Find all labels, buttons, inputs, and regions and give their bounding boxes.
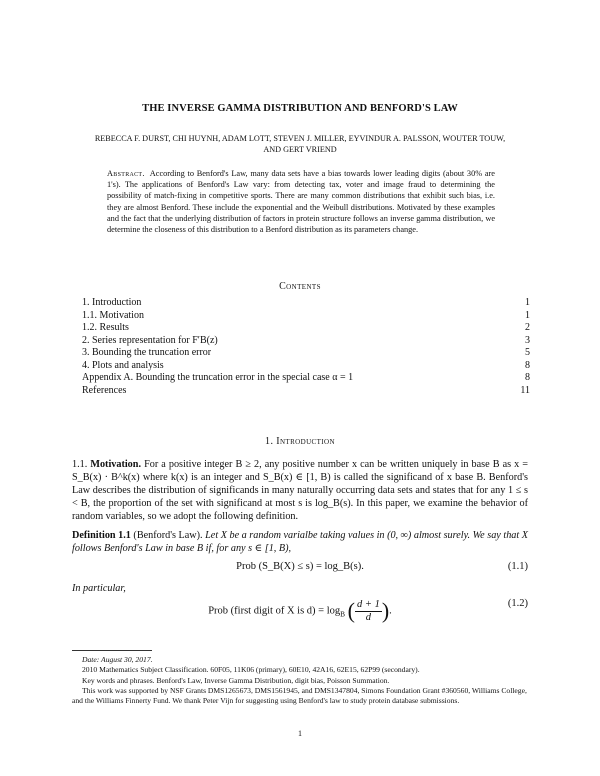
motivation-text: For a positive integer B ≥ 2, any positive number x can be written uniquely in base B as x = S_B(x) · B^k(x) where k(x) is an integer and S_B(x) ∈ [1, B) is called the significand of x base B. Benford's Law describes the distribution of significands in many naturally occurring data sets and states that for any 1 ≤ s < B, the proportion of the set with significand at most s is log_B(s). In this paper, we examine the behavior of random variables, so we adopt the following definition. [72, 459, 529, 522]
toc-item-label: 2. Series representation for F′B(z) [82, 334, 218, 346]
paper-title: THE INVERSE GAMMA DISTRIBUTION AND BENFORD'S LAW [142, 103, 458, 114]
toc-item[interactable] [82, 372, 530, 385]
abstract [107, 168, 495, 235]
toc-item-page: 1 [525, 297, 530, 308]
toc-item-page: 1 [525, 309, 530, 321]
contents-title: Contents [279, 281, 321, 292]
equation-subscript: B [340, 609, 346, 619]
equation-fraction [355, 599, 382, 624]
subsection-title: Motivation. [90, 459, 141, 470]
equation-body: Prob (first digit of X is $d) = \log_B$ ( $\frac{d + 1}{d}$ ). [208, 598, 392, 623]
footnote: This work was supported by NSF Grants DMS1265673, DMS1561945, and DMS1347804, Simons Foundation Grant #360560, Williams College, and the Williams Finnerty Fund. We thank Peter Vijn for suggesting using Benford's law to study protein database submissions. [72, 685, 527, 706]
equation-body: Prob (S_B(X) ≤ s) = log_B(s). [236, 561, 364, 572]
toc-item[interactable] [82, 310, 530, 323]
footnotes [72, 655, 528, 706]
toc-item[interactable] [82, 335, 530, 348]
toc-item-page: 8 [525, 372, 530, 383]
toc-item[interactable] [82, 360, 530, 373]
toc-item[interactable] [82, 385, 530, 398]
toc-item-page: 2 [525, 322, 530, 333]
toc-item-page: 5 [525, 347, 530, 358]
toc-item-label: 1. Introduction [82, 297, 142, 308]
motivation-paragraph [72, 458, 528, 523]
toc-item[interactable] [82, 322, 530, 335]
toc-item-page: 8 [525, 359, 530, 371]
author-line: AND GERT VRIEND [263, 145, 337, 154]
toc-item-page: 3 [525, 334, 530, 346]
abstract-text: According to Benford's Law, many data sets have a bias towards lower leading digits (about 30% are 1's). The applications of Benford's Law vary: from detecting tax, voter and image fraud to determining the possibility of match-fixing in competitive sports. There are many common distributions that exhibit such bias, i.e. they are almost Benford. These include the exponential and the Weibull distributions. Motivated by these examples and the fact that the underlying distribution of factors in protein structure follows an inverse gamma distribution, we determine the closeness of this distribution to a Benford distribution as its parameters change. [107, 169, 495, 235]
footnote: Date: August 30, 2017. [82, 655, 153, 664]
table-of-contents [82, 297, 530, 397]
page-number: 1 [298, 729, 302, 738]
equation-number: (1.2) [507, 598, 528, 609]
author-line: REBECCA F. DURST, CHI HUYNH, ADAM LOTT, STEVEN J. MILLER, EYVINDUR A. PALSSON, WOUTER TOUW, [94, 134, 506, 143]
author-list [90, 133, 510, 155]
toc-item-label: References [82, 384, 127, 396]
footnote-rule [72, 650, 152, 651]
equation-1-1 [72, 561, 528, 575]
equation-number: (1.1) [507, 561, 528, 572]
toc-item[interactable] [82, 297, 530, 310]
in-particular: In particular, [72, 583, 126, 594]
section-heading: 1. Introduction [265, 436, 335, 447]
definition-text: Let X be a random varialbe taking values in (0, ∞) almost surely. We say that X follows Benford's Law in base B if, for any s ∈ [1, B), [72, 530, 528, 554]
definition-label: Definition 1.1 [72, 530, 131, 541]
definition-paragraph [72, 529, 528, 555]
toc-item-label: 1.2. Results [82, 322, 129, 333]
toc-item-label: 4. Plots and analysis [82, 359, 164, 371]
definition-name: (Benford's Law). [133, 530, 203, 541]
subsection-number: 1.1. [72, 459, 88, 470]
equation-left: Prob (first digit of X is d) = log [208, 605, 341, 617]
toc-item-page: 11 [520, 384, 530, 396]
toc-item[interactable] [82, 347, 530, 360]
fraction-denominator: d [365, 611, 372, 623]
footnote: Key words and phrases. Benford's Law, Inverse Gamma Distribution, digit bias, Poisson Summation. [82, 675, 390, 685]
toc-item-label: 1.1. Motivation [82, 309, 144, 321]
equation-1-2 [72, 598, 528, 623]
toc-item-label: 3. Bounding the truncation error [82, 347, 212, 358]
abstract-label: Abstract. [107, 169, 145, 178]
toc-item-label: Appendix A. Bounding the truncation error in the special case α = 1 [82, 372, 354, 383]
fraction-numerator: d + 1 [356, 598, 380, 610]
footnote: 2010 Mathematics Subject Classification. 60F05, 11K06 (primary), 60E10, 42A16, 62E15, 62P99 (secondary). [82, 665, 420, 675]
